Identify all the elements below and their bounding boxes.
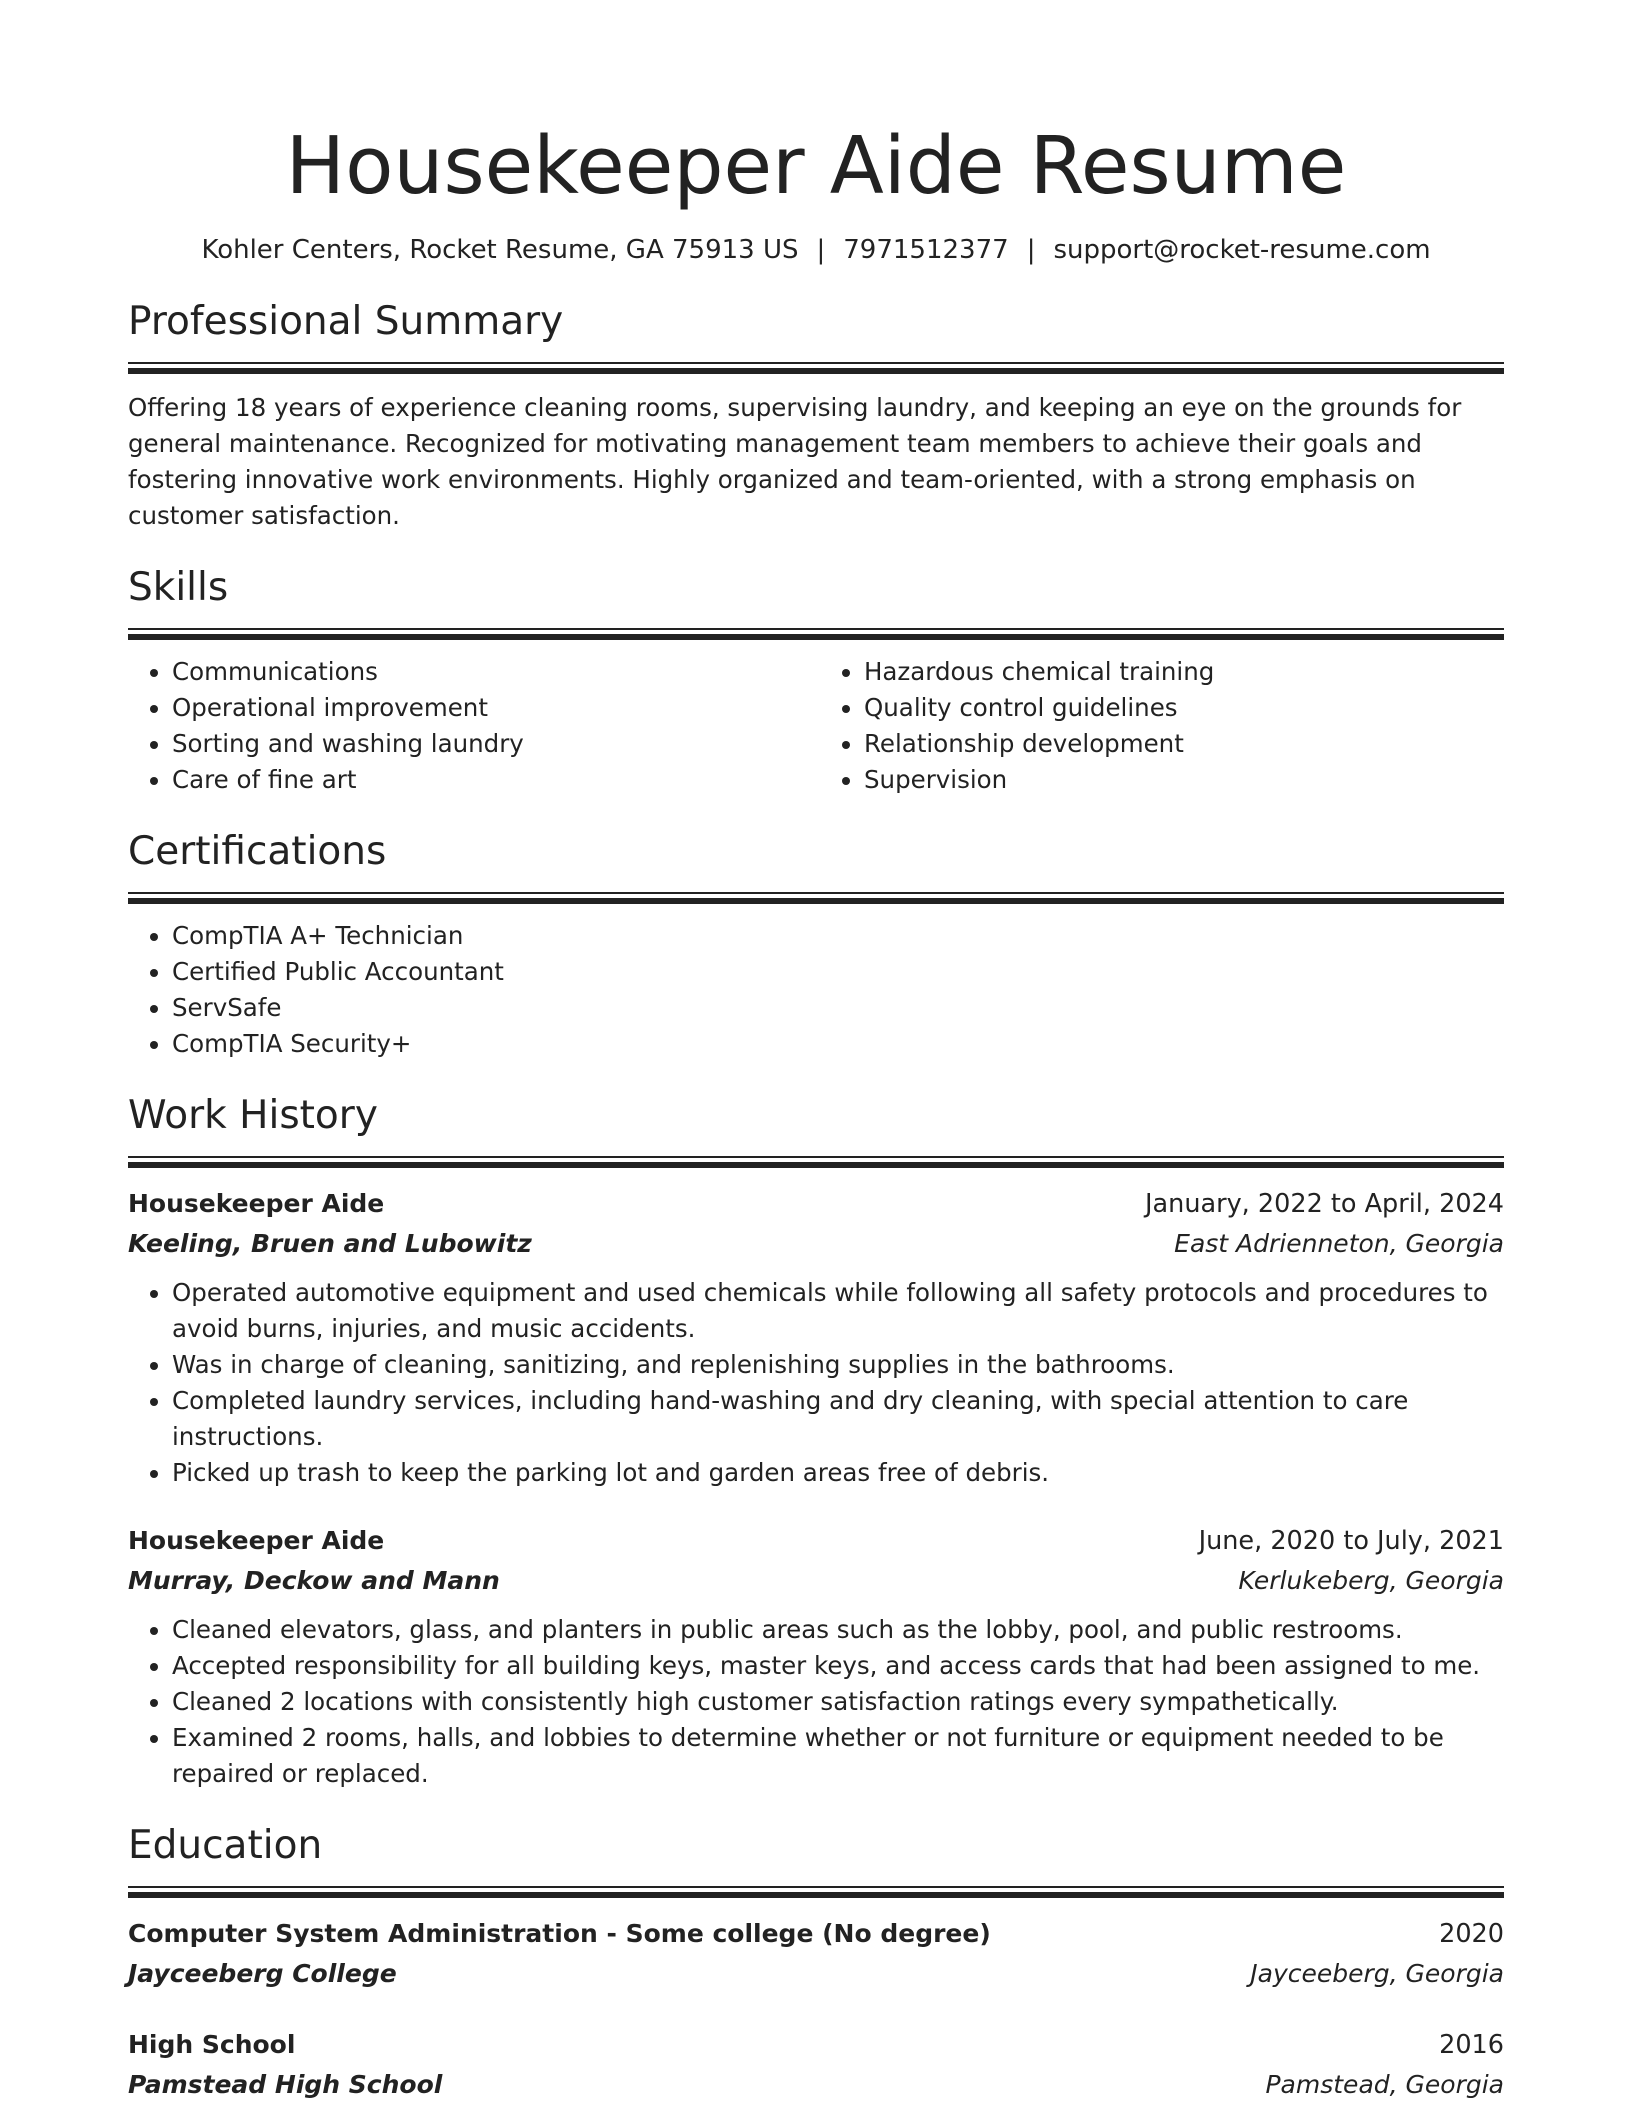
job-bullets <box>128 1612 1504 1792</box>
skill-item: • Sorting and washing laundry <box>172 726 812 762</box>
education-year: 2016 <box>1439 2030 1504 2060</box>
work-history-heading: Work History <box>128 1093 378 1138</box>
skill-item: • Relationship development <box>864 726 1504 762</box>
skill-item: • Care of fine art <box>172 762 812 798</box>
job-company: Murray, Deckow and Mann <box>128 1566 500 1595</box>
section-divider <box>128 892 1504 904</box>
education-degree: High School <box>128 2030 296 2059</box>
skills-heading: Skills <box>128 565 229 610</box>
job-bullet: • Cleaned elevators, glass, and planters in public areas such as the lobby, pool, and public restrooms. <box>172 1612 1504 1648</box>
job-entry <box>128 1521 1504 1792</box>
job-bullet: • Examined 2 rooms, halls, and lobbies to determine whether or not furniture or equipment needed to be repaired or replaced. <box>172 1720 1504 1792</box>
job-bullets <box>128 1275 1504 1491</box>
certifications-section <box>128 828 1504 1062</box>
contact-separator: | <box>816 235 826 265</box>
education-year: 2020 <box>1439 1919 1504 1949</box>
job-bullet: • Cleaned 2 locations with consistently high customer satisfaction ratings every sympathetically. <box>172 1684 1504 1720</box>
section-divider <box>128 628 1504 640</box>
job-title: Housekeeper Aide <box>128 1189 385 1218</box>
section-divider <box>128 1156 1504 1168</box>
skill-item: • Operational improvement <box>172 690 812 726</box>
contact-line <box>128 232 1504 268</box>
education-entry <box>128 1914 1504 1993</box>
skills-left-list <box>128 654 812 798</box>
skill-item: • Communications <box>172 654 812 690</box>
education-heading: Education <box>128 1823 323 1868</box>
certification-item: • CompTIA A+ Technician <box>172 918 1504 954</box>
job-location: East Adrienneton, Georgia <box>1174 1229 1504 1258</box>
contact-phone: 7971512377 <box>843 235 1009 265</box>
contact-email: support@rocket-resume.com <box>1053 235 1431 265</box>
skill-item: • Supervision <box>864 762 1504 798</box>
job-entry <box>128 1184 1504 1491</box>
job-bullet: • Accepted responsibility for all building keys, master keys, and access cards that had been assigned to me. <box>172 1648 1504 1684</box>
job-location: Kerlukeberg, Georgia <box>1238 1566 1504 1595</box>
certifications-heading: Certifications <box>128 829 387 874</box>
work-history-section <box>128 1092 1504 1792</box>
summary-section <box>128 298 1504 534</box>
job-bullet: • Operated automotive equipment and used chemicals while following all safety protocols and procedures to avoid burns, injuries, and music accidents. <box>172 1275 1504 1347</box>
job-bullet: • Completed laundry services, including hand-washing and dry cleaning, with special attention to care instructions. <box>172 1383 1504 1455</box>
section-divider <box>128 362 1504 374</box>
education-school: Jayceeberg College <box>128 1959 397 1988</box>
job-title: Housekeeper Aide <box>128 1526 385 1555</box>
certifications-list <box>128 918 1504 1062</box>
education-location: Jayceeberg, Georgia <box>1250 1959 1504 1988</box>
summary-text: Offering 18 years of experience cleaning rooms, supervising laundry, and keeping an eye on the grounds for general maintenance. Recognized for motivating management team members to achieve their goals and fostering innovative work environments. Highly organized and team-oriented, with a strong emphasis on customer satisfaction. <box>128 393 1462 530</box>
education-location: Pamstead, Georgia <box>1265 2070 1504 2099</box>
skill-item: • Hazardous chemical training <box>864 654 1504 690</box>
contact-address: Kohler Centers, Rocket Resume, GA 75913 US <box>201 235 799 265</box>
education-entry <box>128 2025 1504 2104</box>
education-school: Pamstead High School <box>128 2070 443 2099</box>
job-dates: January, 2022 to April, 2024 <box>1145 1189 1504 1219</box>
job-bullet: • Was in charge of cleaning, sanitizing, and replenishing supplies in the bathrooms. <box>172 1347 1504 1383</box>
education-degree: Computer System Administration - Some college (No degree) <box>128 1919 991 1948</box>
certification-item: • CompTIA Security+ <box>172 1026 1504 1062</box>
section-divider <box>128 1886 1504 1898</box>
contact-separator: | <box>1026 235 1036 265</box>
education-section <box>128 1822 1504 2104</box>
job-dates: June, 2020 to July, 2021 <box>1198 1526 1504 1556</box>
summary-heading: Professional Summary <box>128 299 564 344</box>
job-bullet: • Picked up trash to keep the parking lot and garden areas free of debris. <box>172 1455 1504 1491</box>
certification-item: • ServSafe <box>172 990 1504 1026</box>
job-company: Keeling, Bruen and Lubowitz <box>128 1229 532 1258</box>
certification-item: • Certified Public Accountant <box>172 954 1504 990</box>
resume-title: Housekeeper Aide Resume <box>285 120 1347 212</box>
skill-item: • Quality control guidelines <box>864 690 1504 726</box>
skills-section <box>128 564 1504 798</box>
skills-right-list <box>812 654 1504 798</box>
skills-columns <box>128 654 1504 798</box>
